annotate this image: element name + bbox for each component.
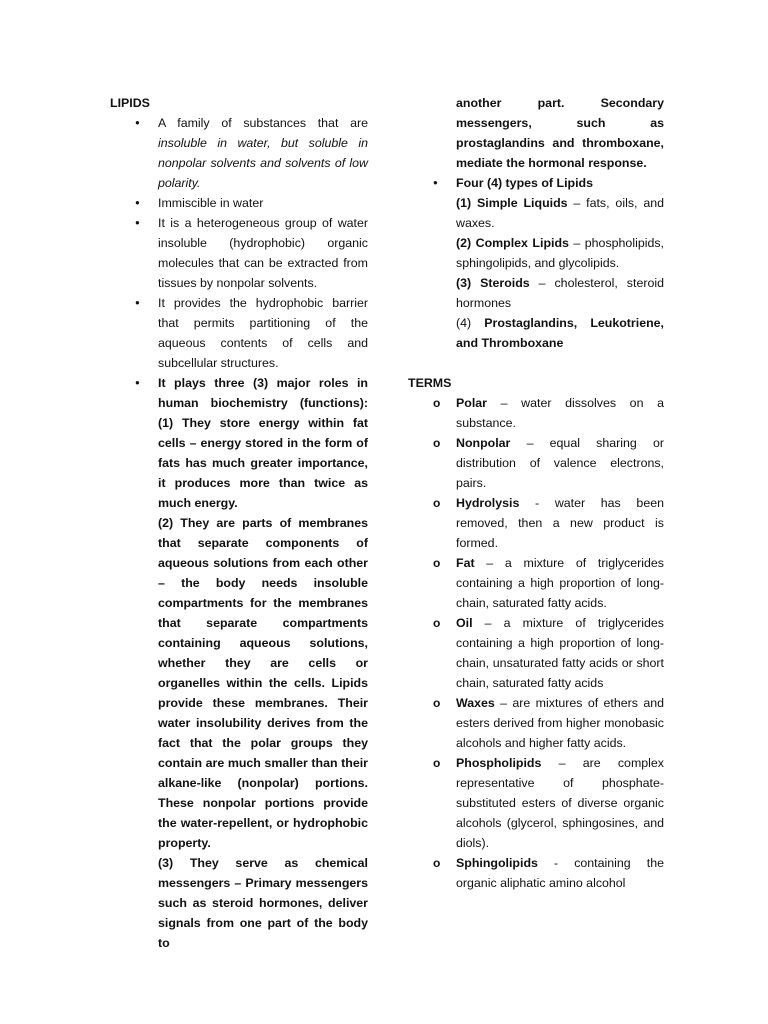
right-bullet-list <box>408 93 664 353</box>
list-item <box>110 373 368 953</box>
lipids-bullet-list <box>110 113 368 953</box>
bullet-text: Immiscible in water <box>158 196 264 210</box>
term-definition: – a mixture of triglycerides containing a high proportion of long-chain, saturated fatty acids. <box>456 556 664 610</box>
term-definition: – are complex representative of phosphate-substituted esters of diverse organic alcohols (glycerol, sphingosines, and diols). <box>456 756 664 850</box>
bullet-text: It provides the hydrophobic barrier that permits partitioning of the aqueous contents of cells and subcellular structures. <box>158 296 368 370</box>
term-item <box>408 613 664 693</box>
bullet-text-italic: insoluble in water, but soluble in nonpolar solvents and solvents of low polarity. <box>158 136 368 190</box>
term-definition: - containing the organic aliphatic amino alcohol <box>456 856 664 890</box>
lipid-type-text: – fats, oils, and waxes. <box>456 196 664 230</box>
term-definition: – are mixtures of ethers and esters derived from higher monobasic alcohols and higher fatty acids. <box>456 696 664 750</box>
term-name: Waxes <box>456 696 495 710</box>
list-item <box>110 193 368 213</box>
list-item <box>110 113 368 193</box>
term-definition: – equal sharing or distribution of valence electrons, pairs. <box>456 436 664 490</box>
term-item <box>408 853 664 893</box>
term-name: Polar <box>456 396 487 410</box>
term-name: Fat <box>456 556 475 570</box>
lipid-type-number: (4) <box>456 316 485 330</box>
lipid-type-text: – cholesterol, steroid hormones <box>456 276 664 310</box>
term-name: Phospholipids <box>456 756 542 770</box>
continuation-text: another part. Secondary messengers, such as prostaglandins and thromboxane, mediate the hormonal response. <box>456 96 664 170</box>
term-name: Hydrolysis <box>456 496 520 510</box>
terms-heading: TERMS <box>408 376 452 390</box>
lipid-type-2 <box>456 233 664 273</box>
roles-paragraph-2: (2) They are parts of membranes that separate components of aqueous solutions from each other – the body needs insoluble compartments for the membranes that separate compartments containing aqueous solutions, whether they are cells or organelles within the cells. Lipids provide these membranes. Their water insolubility derives from the fact that the polar groups they contain are much smaller than their alkane-like (nonpolar) portions. These nonpolar portions provide the water-repellent, or hydrophobic property. <box>158 516 368 850</box>
lipid-type-label: Prostaglandins, Leukotriene, and Thromboxane <box>456 316 664 350</box>
term-item <box>408 693 664 753</box>
lipid-type-4 <box>456 313 664 353</box>
term-name: Oil <box>456 616 473 630</box>
term-definition: - water has been removed, then a new product is formed. <box>456 496 664 550</box>
bullet-text: A family of substances that are <box>158 116 368 130</box>
term-item <box>408 553 664 613</box>
term-item <box>408 393 664 433</box>
bullet-text: It is a heterogeneous group of water insoluble (hydrophobic) organic molecules that can be extracted from tissues by nonpolar solvents. <box>158 216 368 290</box>
lipid-type-1 <box>456 193 664 233</box>
term-name: Sphingolipids <box>456 856 538 870</box>
lipid-types-intro: ● Four (4) types of Lipids <box>456 176 593 190</box>
term-item <box>408 433 664 493</box>
roles-paragraph-1: ● It plays three (3) major roles in human biochemistry (functions): (1) They store energy within fat cells – energy stored in the form of fats has much greater importance, it produces more than twice as much energy. <box>158 376 368 510</box>
list-item <box>110 213 368 293</box>
lipids-heading: LIPIDS <box>110 96 150 110</box>
lipid-type-text: – phospholipids, sphingolipids, and glycolipids. <box>456 236 664 270</box>
terms-list <box>408 393 664 893</box>
list-item <box>408 173 664 353</box>
term-item <box>408 753 664 853</box>
term-definition: – water dissolves on a substance. <box>456 396 664 430</box>
lipid-type-label: (1) Simple Liquids <box>456 196 568 210</box>
term-item <box>408 493 664 553</box>
term-name: Nonpolar <box>456 436 511 450</box>
roles-paragraph-3: (3) They serve as chemical messengers – Primary messengers such as steroid hormones, deliver signals from one part of the body to <box>158 856 368 950</box>
term-definition: – a mixture of triglycerides containing a high proportion of long-chain, unsaturated fatty acids or short chain, saturated fatty acids <box>456 616 664 690</box>
lipid-type-label: (3) Steroids <box>456 276 530 290</box>
list-item <box>110 293 368 373</box>
lipid-type-3 <box>456 273 664 313</box>
lipid-type-label: (2) Complex Lipids <box>456 236 569 250</box>
list-item-continuation <box>408 93 664 173</box>
